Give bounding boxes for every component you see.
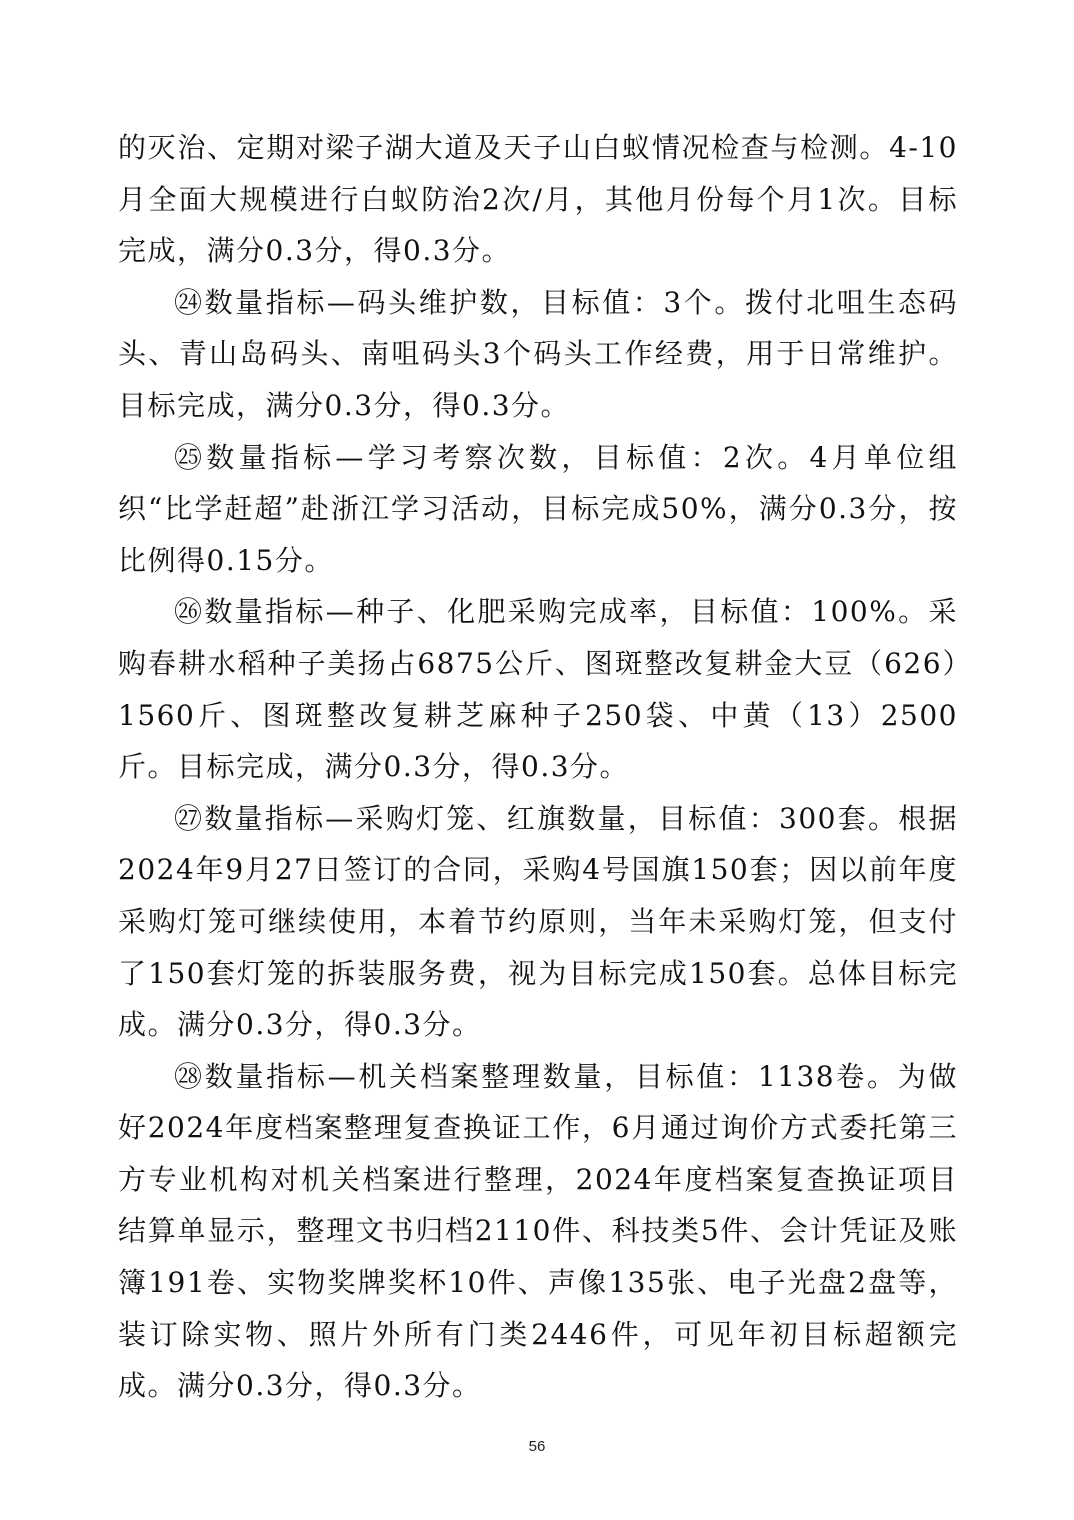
paragraph-continuation: 的灭治、定期对梁子湖大道及天子山白蚁情况检查与检测。4-10月全面大规模进行白蚁防治2次/月，其他月份每个月1次。目标完成，满分0.3分，得0.3分。 [118,131,958,268]
paragraph-item-26: ㉖数量指标—种子、化肥采购完成率，目标值：100%。采购春耕水稻种子美扬占6875公斤、图斑整改复耕金大豆（626）1560斤、图斑整改复耕芝麻种子250袋、中黄（13）2500斤。目标完成，满分0.3分，得0.3分。 [118,595,958,784]
document-body [118,122,958,1412]
paragraph-item-24: ㉔数量指标—码头维护数，目标值：3个。拨付北咀生态码头、青山岛码头、南咀码头3个码头工作经费，用于日常维护。目标完成，满分0.3分，得0.3分。 [118,285,958,422]
page-number: 56 [528,1438,546,1455]
paragraph-item-25: ㉕数量指标—学习考察次数，目标值：2次。4月单位组织“比学赶超”赴浙江学习活动，目标完成50%，满分0.3分，按比例得0.15分。 [118,440,958,577]
paragraph-item-28: ㉘数量指标—机关档案整理数量，目标值：1138卷。为做好2024年度档案整理复查换证工作，6月通过询价方式委托第三方专业机构对机关档案进行整理，2024年度档案复查换证项目结算单显示，整理文书归档2110件、科技类5件、会计凭证及账簿191卷、实物奖牌奖杯10件、声像135张、电子光盘2盘等，装订除实物、照片外所有门类2446件，可见年初目标超额完成。满分0.3分，得0.3分。 [118,1059,958,1403]
paragraph-item-27: ㉗数量指标—采购灯笼、红旗数量，目标值：300套。根据2024年9月27日签订的合同，采购4号国旗150套；因以前年度采购灯笼可继续使用，本着节约原则，当年未采购灯笼，但支付了150套灯笼的拆装服务费，视为目标完成150套。总体目标完成。满分0.3分，得0.3分。 [118,801,958,1042]
